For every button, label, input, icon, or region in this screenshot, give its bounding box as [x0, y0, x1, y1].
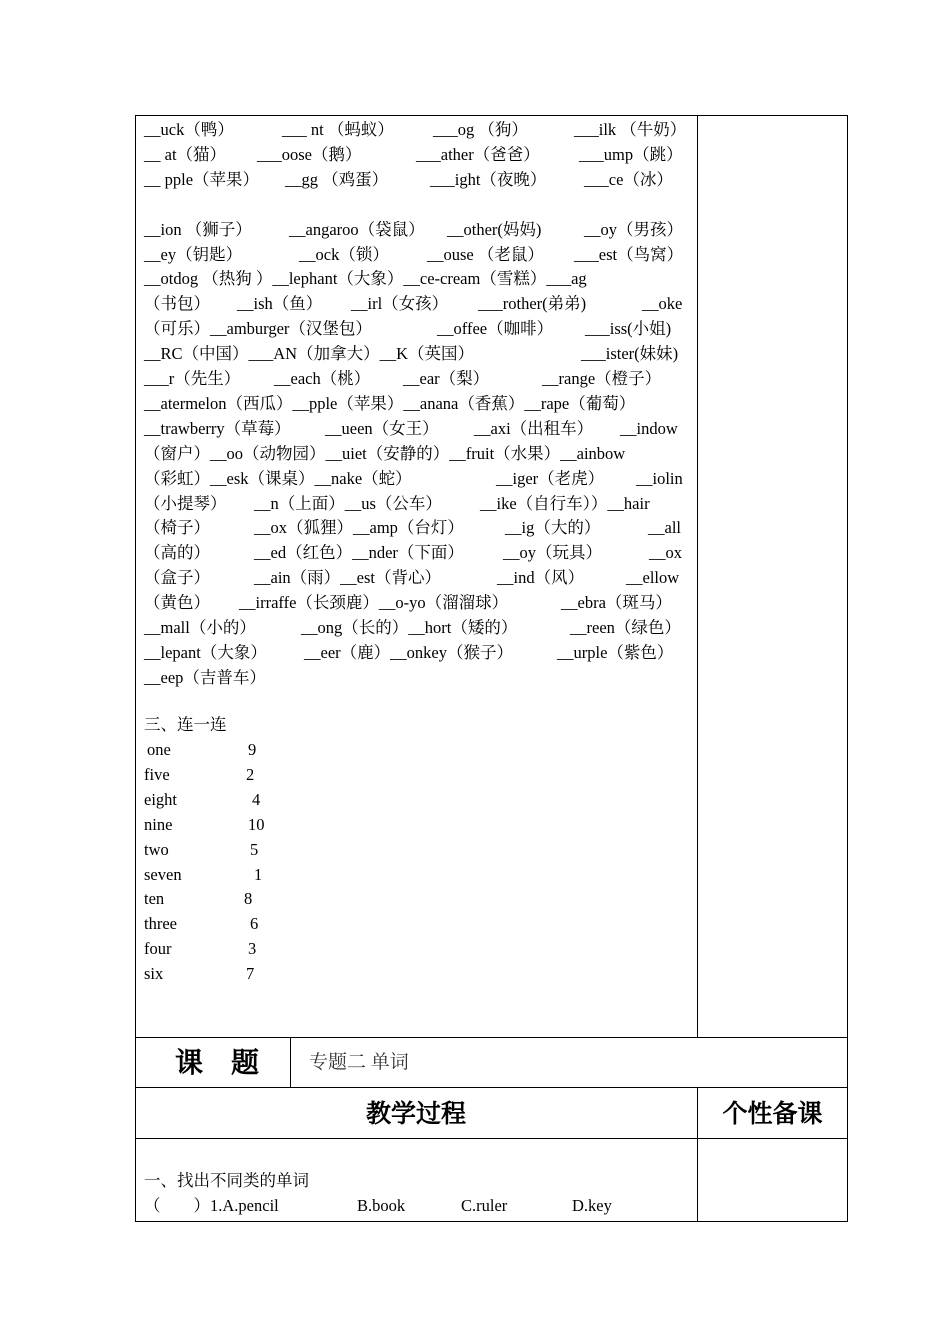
- question-1-option-d: D.key: [572, 1196, 612, 1215]
- exercise-item: __ock（锁）: [299, 244, 389, 264]
- matching-word: ten: [144, 889, 165, 909]
- matching-number: 4: [252, 789, 261, 809]
- exercise-item: __lepant（大象）: [144, 642, 267, 662]
- exercise-item: __ueen（女王）: [325, 418, 439, 438]
- topic-label: 课 题: [175, 1046, 260, 1079]
- exercise-line: [144, 217, 692, 242]
- exercise-item: __irraffe（长颈鹿）__o-yo（溜溜球）: [239, 593, 509, 613]
- exercise-item: __eep（吉普车）: [144, 667, 266, 687]
- row-divider-header: [135, 1087, 848, 1088]
- exercise-item: __other(妈妈): [447, 219, 542, 239]
- exercise-item: __otdog （热狗 ）__lephant（大象）__ce-cream（雪糕）___ag: [144, 269, 587, 289]
- matching-number: 2: [246, 764, 255, 784]
- question-1-option-c: C.ruler: [461, 1196, 508, 1215]
- exercise-item: ___iss(小姐): [585, 319, 672, 339]
- exercise-item: ___est（鸟窝）: [574, 244, 684, 264]
- exercise-item: ___ight（夜晚）: [430, 169, 547, 189]
- matching-word: nine: [144, 814, 173, 834]
- exercise-item: __reen（绿色）: [570, 618, 681, 637]
- matching-number: 1: [254, 864, 263, 884]
- exercise-item: __ain（雨）__est（背心）: [254, 568, 441, 588]
- exercise-item: __atermelon（西瓜）__pple（苹果）__anana（香蕉）__rape（葡萄）: [144, 393, 636, 413]
- exercise-item: __trawberry（草莓）: [144, 418, 291, 438]
- topic-value: 专题二 单词: [309, 1052, 409, 1073]
- exercise-item: （窗户）__oo（动物园）__uiet（安静的）__fruit（水果）__ainbow: [144, 443, 626, 463]
- matching-number: 8: [244, 889, 253, 909]
- row-divider-content: [135, 1138, 848, 1139]
- matching-title: 三、连一连: [144, 715, 227, 734]
- exercise-item: __ox: [649, 543, 682, 563]
- matching-pair: [144, 737, 344, 762]
- exercise-line: [144, 615, 692, 640]
- exercise-item: ___ather（爸爸）: [416, 144, 540, 164]
- exercise-item: __ed（红色）__nder（下面）: [254, 543, 464, 563]
- matching-word: eight: [144, 789, 177, 809]
- exercise-item: __all: [648, 518, 681, 538]
- matching-word: four: [144, 939, 172, 959]
- exercise-item: __each（桃）: [274, 369, 371, 388]
- exercise-item: __n（上面）__us（公车）: [254, 493, 442, 513]
- exercise-item: （小提琴）: [144, 493, 227, 513]
- section-one-title: 一、找出不同类的单词: [144, 1171, 309, 1190]
- exercise-line: [144, 515, 692, 540]
- exercise-line: [144, 565, 692, 590]
- exercise-item: __oke: [642, 294, 683, 314]
- exercise-line: [144, 466, 692, 491]
- matching-pair: [144, 812, 344, 837]
- exercise-item: ___og （狗）: [433, 120, 528, 139]
- exercise-item: __oy（男孩）: [584, 219, 683, 239]
- exercise-line: [144, 167, 692, 192]
- exercise-item: ___ilk （牛奶）: [574, 120, 687, 139]
- exercise-item: __ pple（苹果）: [144, 169, 260, 189]
- matching-number: 6: [250, 914, 259, 934]
- matching-pair: [144, 936, 344, 961]
- matching-word: seven: [144, 864, 182, 884]
- exercise-item: （书包）: [144, 294, 210, 314]
- exercise-item: __axi（出租车）: [474, 418, 594, 438]
- exercise-line: [144, 665, 692, 690]
- exercise-item: __uck（鸭）: [144, 120, 234, 139]
- exercise-item: ___ump（跳）: [579, 144, 683, 164]
- exercise-item: __eer（鹿）__onkey（猴子）: [304, 642, 513, 662]
- exercise-item: __offee（咖啡）: [437, 319, 554, 339]
- exercise-line: [144, 491, 692, 516]
- exercise-item: （黄色）: [144, 593, 210, 613]
- question-1: [144, 1193, 692, 1218]
- exercise-item: __ish（鱼）: [237, 294, 323, 314]
- matching-word: one: [147, 740, 171, 759]
- exercise-item: __ong（长的）__hort（矮的）: [301, 618, 518, 637]
- document-table: [135, 115, 848, 1222]
- matching-pair: [144, 837, 344, 862]
- question-1-prefix: （ ）1.A.pencil: [144, 1196, 279, 1215]
- question-1-option-b: B.book: [357, 1196, 406, 1215]
- matching-word: six: [144, 964, 164, 984]
- matching-number: 7: [246, 964, 255, 984]
- row-divider-topic: [135, 1037, 848, 1038]
- matching-pair: [144, 886, 344, 911]
- exercise-item: （椅子）: [144, 518, 210, 538]
- column-divider: [697, 115, 698, 1038]
- matching-pair: [144, 911, 344, 936]
- exercise-line: [144, 540, 692, 565]
- matching-number: 3: [248, 939, 257, 959]
- exercise-item: __iolin: [636, 468, 683, 488]
- exercise-line: [144, 316, 692, 341]
- exercise-item: __irl（女孩）: [351, 294, 449, 314]
- exercise-line: [144, 590, 692, 615]
- matching-pair: [144, 961, 344, 986]
- exercise-line: [144, 192, 692, 217]
- matching-pair: [144, 762, 344, 787]
- personal-prep-heading: 个性备课: [722, 1099, 823, 1128]
- exercise-item: __iger（老虎）: [496, 468, 605, 488]
- exercise-item: ___rother(弟弟): [478, 294, 587, 314]
- matching-pair: [144, 787, 344, 812]
- exercise-item: __ion （狮子）: [144, 219, 252, 239]
- exercise-item: __oy（玩具）: [503, 543, 602, 563]
- exercise-item: ___ister(妹妹): [581, 344, 679, 364]
- exercise-item: __ind（风）: [497, 568, 585, 588]
- exercise-item: （高的）: [144, 543, 210, 563]
- exercise-item: __ellow: [626, 568, 680, 588]
- exercise-item: ___r（先生）: [144, 369, 241, 388]
- exercise-line: [144, 366, 692, 391]
- teaching-process-heading: 教学过程: [365, 1099, 466, 1128]
- exercise-item: __urple（紫色）: [557, 642, 674, 662]
- exercise-line: [144, 640, 692, 665]
- exercise-line: [144, 291, 692, 316]
- matching-pair: [144, 862, 344, 887]
- exercise-item: （彩虹）__esk（课桌）__nake（蛇）: [144, 468, 412, 488]
- exercise-item: __mall（小的）: [144, 618, 256, 637]
- exercise-item: __ey（钥匙）: [144, 244, 243, 264]
- exercise-line: [144, 391, 692, 416]
- exercise-line: [144, 242, 692, 267]
- matching-number: 5: [250, 839, 259, 859]
- matching-number: 9: [248, 740, 257, 759]
- exercise-line: [144, 266, 692, 291]
- matching-number: 10: [248, 814, 265, 834]
- matching-word: five: [144, 764, 170, 784]
- exercise-item: __range（橙子）: [542, 369, 662, 388]
- exercise-line: [144, 416, 692, 441]
- exercise-item: （盒子）: [144, 568, 210, 588]
- exercise-item: ___oose（鹅）: [257, 144, 362, 164]
- exercise-item: __gg （鸡蛋）: [285, 169, 389, 189]
- exercise-item: __ike（自行车））__hair: [480, 493, 650, 513]
- exercise-item: ___ nt （蚂蚁）: [282, 120, 394, 139]
- exercise-item: __ear（梨）: [403, 369, 490, 388]
- exercise-item: __ebra（斑马）: [561, 593, 672, 613]
- exercise-item: （可乐）__amburger（汉堡包）: [144, 319, 372, 339]
- exercise-item: __angaroo（袋鼠）: [289, 219, 425, 239]
- topic-divider: [290, 1037, 291, 1088]
- matching-word: two: [144, 839, 169, 859]
- exercise-line: [144, 341, 692, 366]
- exercise-item: __ at（猫）: [144, 144, 227, 164]
- exercise-item: ___ce（冰）: [584, 169, 673, 189]
- exercise-line: [144, 117, 692, 142]
- exercise-line: [144, 441, 692, 466]
- exercise-item: __ox（狐狸）__amp（台灯）: [254, 518, 464, 538]
- exercise-item: __ig（大的）: [505, 518, 601, 538]
- exercise-line: [144, 142, 692, 167]
- exercise-item: __indow: [620, 418, 678, 438]
- exercise-item: __RC（中国）___AN（加拿大）__K（英国）: [144, 344, 475, 364]
- matching-word: three: [144, 914, 177, 934]
- exercise-item: __ouse （老鼠）: [427, 244, 544, 264]
